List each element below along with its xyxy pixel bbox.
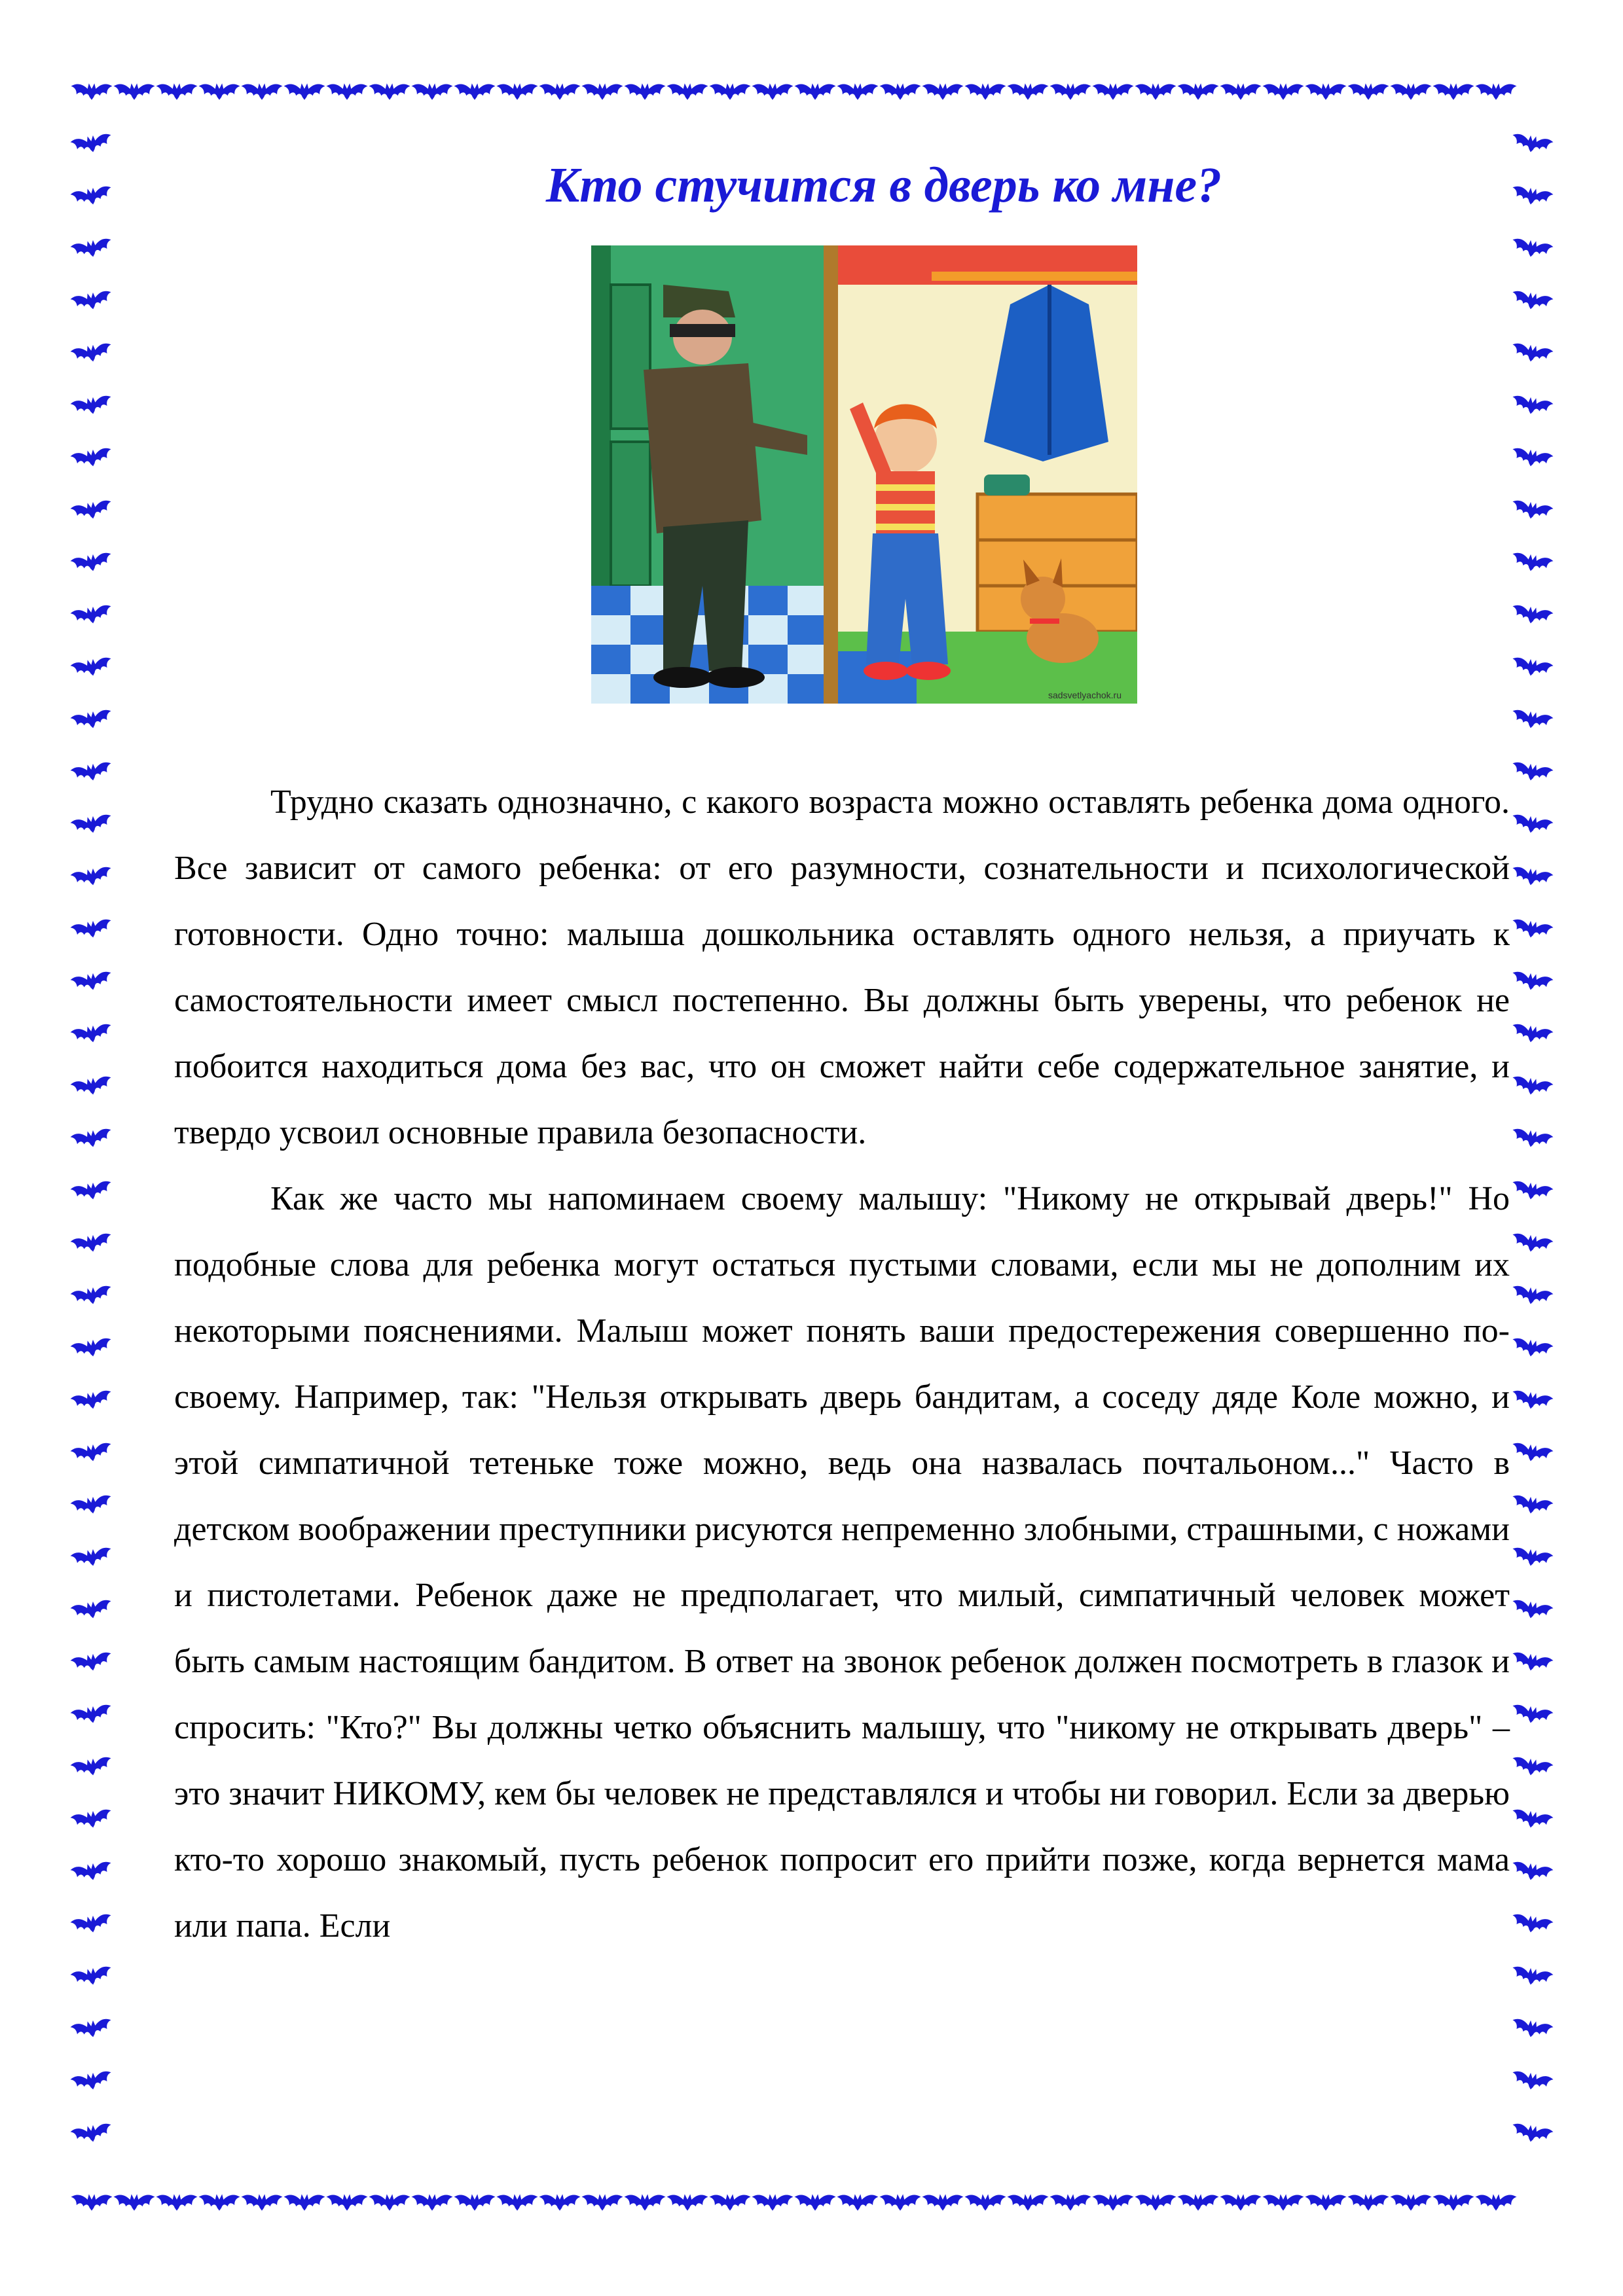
bat-icon [1510,1232,1554,1255]
bat-icon [667,83,708,99]
bat-icon [1510,656,1554,679]
bat-icon [70,1494,113,1517]
bat-icon [710,2194,751,2210]
bat-icon [412,83,453,99]
bat-icon [70,1336,113,1360]
bat-icon [156,83,198,99]
bat-row-top [71,83,1517,99]
bat-icon [1305,2194,1347,2210]
bat-icon [1510,1075,1554,1098]
paragraph: Как же часто мы напоминаем своему малышу: "Никому не открывай дверь!" Но подобные слова для ребенка могут остаться пустыми словами, если мы не дополним их некоторыми пояснениями. Малыш может понять ваши предостережения совершенно по-своему. Например, так: "Нельзя открывать дверь бандитам, а соседу дяде Коле можно, и этой симпатичной тетеньке тоже можно, ведь она назвалась почтальоном..." Часто в детском воображении преступники рисуются непременно злобными, страшными, с ножами и пистолетами. Ребенок даже не предполагает, что милый, симпатичный человек может быть самым настоящим бандитом. В ответ на звонок ребенок должен посмотреть в глазок и спросить: "Кто?" Вы должны четко объяснить малышу, что "никому не открывать дверь" – это значит НИКОМУ, кем бы человек не представлялся и чтобы ни говорил. Если за дверью кто-то хорошо знакомый, пусть ребенок попросит его прийти позже, когда вернется мама или папа. Если [174,1180,1510,1945]
bat-icon [837,2194,879,2210]
bat-icon [1391,2194,1432,2210]
bat-icon [1510,2070,1554,2093]
bat-icon [70,1075,113,1098]
bat-icon [1348,83,1389,99]
bat-icon [70,499,113,522]
bat-icon [70,289,113,313]
bat-icon [1510,1912,1554,1936]
bat-column-left [70,132,113,2145]
bat-icon [327,83,368,99]
bat-icon [70,865,113,889]
bat-icon [1050,2194,1091,2210]
bat-icon [965,2194,1006,2210]
bat-icon [1510,1965,1554,1988]
bat-icon [199,83,240,99]
bat-icon [1135,83,1176,99]
paragraph: Трудно сказать однозначно, с какого возраста можно оставлять ребенка дома одного. Все зависит от самого ребенка: от его разумности, сознательности и психологической готовности. Одно точно: малыша дошкольника оставлять одного нельзя, а приучать к самостоятельности имеет смысл постепенно. Вы должны быть уверены, что ребенок не побоится находиться дома без вас, что он сможет найти себе содержательное занятие, и твердо усвоил основные правила безопасности. [174,783,1510,1151]
bat-icon [582,2194,623,2210]
bat-icon [70,970,113,994]
bat-icon [1510,1703,1554,1727]
bat-icon [1510,2017,1554,2041]
bat-icon [1510,970,1554,994]
bat-icon [70,1389,113,1412]
bat-icon [1510,1336,1554,1360]
bat-icon [922,2194,964,2210]
bat-icon [752,83,793,99]
bat-icon [70,1703,113,1727]
bat-icon [710,83,751,99]
bat-icon [1510,1389,1554,1412]
bat-icon [1510,289,1554,313]
bat-icon [70,1127,113,1151]
bat-icon [70,761,113,784]
bat-icon [70,132,113,156]
bat-icon [1510,446,1554,470]
bat-icon [70,1965,113,1988]
bat-icon [1476,83,1517,99]
bat-icon [1510,1546,1554,1570]
bat-icon [795,2194,836,2210]
bat-icon [1510,551,1554,575]
bat-icon [1178,2194,1219,2210]
bat-icon [70,237,113,260]
bat-icon [1510,603,1554,627]
bat-row-bottom [71,2194,1517,2210]
bat-icon [1305,83,1347,99]
bat-icon [369,2194,410,2210]
bat-icon [70,1022,113,1046]
page-title: Кто стучится в дверь ко мне? [545,158,1222,213]
bat-icon [1510,2122,1554,2145]
bat-icon [625,83,666,99]
bat-icon [1220,83,1262,99]
bat-icon [70,1598,113,1622]
bat-icon [1220,2194,1262,2210]
bat-icon [369,83,410,99]
bat-icon [1263,83,1304,99]
bat-icon [1510,708,1554,732]
bat-icon [1050,83,1091,99]
bat-icon [70,708,113,732]
bat-icon [1433,2194,1474,2210]
bat-icon [70,603,113,627]
bat-icon [1178,83,1219,99]
bat-icon [70,1755,113,1779]
bat-icon [71,2194,113,2210]
bat-icon [71,83,113,99]
bat-icon [70,1284,113,1308]
bat-icon [70,1860,113,1884]
bat-icon [1135,2194,1176,2210]
body-text [174,769,1510,1959]
bat-icon [70,1546,113,1570]
bat-icon [582,83,623,99]
bat-icon [70,1179,113,1203]
bat-icon [454,83,496,99]
bat-icon [1391,83,1432,99]
bat-icon [1008,83,1049,99]
bat-icon [795,83,836,99]
bat-icon [284,83,325,99]
bat-icon [1093,83,1134,99]
bat-icon [242,2194,283,2210]
bat-icon [625,2194,666,2210]
bat-icon [1348,2194,1389,2210]
bat-icon [1510,761,1554,784]
bat-icon [70,813,113,836]
bat-icon [284,2194,325,2210]
bat-icon [70,1441,113,1465]
bat-icon [1510,918,1554,941]
bat-icon [497,2194,538,2210]
bat-icon [70,2122,113,2145]
bat-icon [70,1912,113,1936]
bat-icon [837,83,879,99]
bat-icon [1510,865,1554,889]
bat-icon [1510,342,1554,365]
bat-icon [70,656,113,679]
bat-icon [156,2194,198,2210]
bat-icon [70,2017,113,2041]
bat-icon [70,551,113,575]
bat-icon [1510,813,1554,836]
bat-icon [70,1232,113,1255]
bat-icon [242,83,283,99]
bat-icon [1093,2194,1134,2210]
bat-icon [1510,132,1554,156]
bat-icon [880,2194,921,2210]
bat-icon [70,1808,113,1831]
bat-icon [1263,2194,1304,2210]
bat-column-right [1510,132,1554,2145]
bat-icon [1510,1494,1554,1517]
bat-icon [1510,1808,1554,1831]
bat-icon [1510,1127,1554,1151]
bat-icon [327,2194,368,2210]
bat-icon [70,446,113,470]
bat-icon [1510,1651,1554,1674]
bat-icon [922,83,964,99]
bat-icon [667,2194,708,2210]
bat-icon [70,918,113,941]
bat-icon [1510,1860,1554,1884]
illustration-burglar-at-door-icon [591,245,1137,704]
bat-icon [1510,1179,1554,1203]
bat-icon [1510,1284,1554,1308]
bat-icon [1510,1022,1554,1046]
bat-icon [114,83,155,99]
bat-icon [1476,2194,1517,2210]
bat-icon [1510,237,1554,260]
bat-icon [539,2194,581,2210]
bat-icon [199,2194,240,2210]
bat-icon [70,1651,113,1674]
bat-icon [412,2194,453,2210]
bat-icon [1510,394,1554,418]
bat-icon [1510,1441,1554,1465]
bat-icon [70,394,113,418]
bat-icon [880,83,921,99]
bat-icon [752,2194,793,2210]
bat-icon [70,342,113,365]
bat-icon [114,2194,155,2210]
bat-icon [1433,83,1474,99]
illustration-watermark: sadsvetlyachok.ru [1048,690,1122,700]
bat-icon [1008,2194,1049,2210]
bat-icon [454,2194,496,2210]
bat-icon [1510,1598,1554,1622]
bat-icon [1510,1755,1554,1779]
bat-icon [497,83,538,99]
bat-icon [539,83,581,99]
bat-icon [70,2070,113,2093]
bat-icon [965,83,1006,99]
bat-icon [1510,499,1554,522]
